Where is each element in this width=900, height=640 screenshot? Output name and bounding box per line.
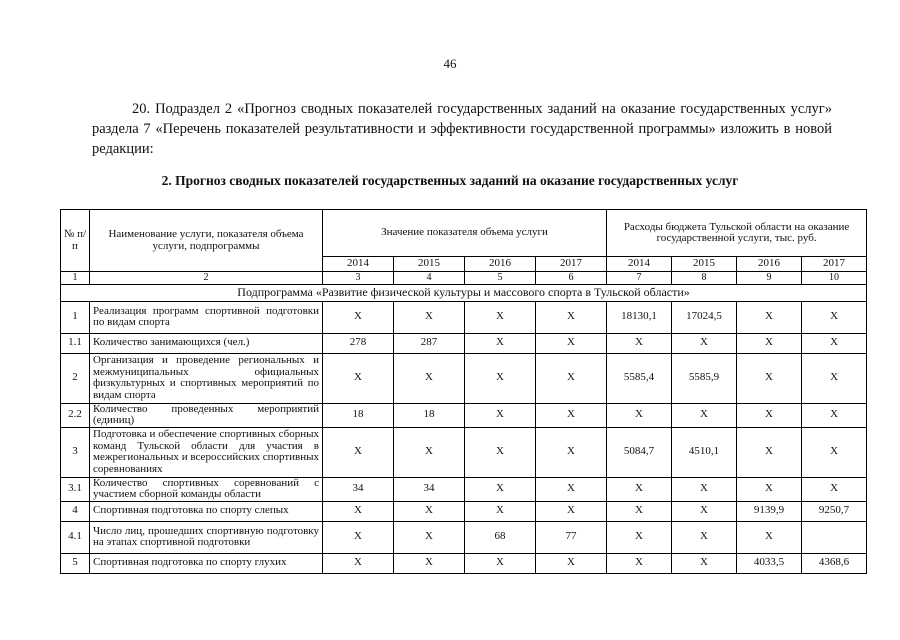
- row-number: 1.1: [61, 333, 90, 353]
- year-header: 2017: [536, 257, 607, 272]
- row-value: X: [394, 521, 465, 553]
- year-header: 2015: [672, 257, 737, 272]
- row-value: 34: [323, 477, 394, 501]
- row-number: 1: [61, 301, 90, 333]
- row-value: 4510,1: [672, 427, 737, 477]
- row-value: 18: [394, 403, 465, 427]
- row-value: X: [465, 353, 536, 403]
- row-value: X: [672, 553, 737, 573]
- row-value: X: [536, 403, 607, 427]
- year-header: 2016: [737, 257, 802, 272]
- table-row: [61, 427, 867, 477]
- row-number: 2: [61, 353, 90, 403]
- row-value: 5084,7: [607, 427, 672, 477]
- row-value: X: [536, 427, 607, 477]
- row-value: X: [802, 301, 867, 333]
- row-value: X: [672, 501, 737, 521]
- row-value: X: [802, 477, 867, 501]
- year-header: 2014: [323, 257, 394, 272]
- row-value: X: [536, 477, 607, 501]
- row-value: X: [607, 553, 672, 573]
- row-value: 17024,5: [672, 301, 737, 333]
- row-value: X: [394, 501, 465, 521]
- row-value: X: [536, 553, 607, 573]
- table-row: [61, 353, 867, 403]
- row-value: 278: [323, 333, 394, 353]
- row-number: 3: [61, 427, 90, 477]
- column-number: 4: [394, 272, 465, 285]
- row-value: X: [465, 477, 536, 501]
- row-value: X: [672, 477, 737, 501]
- row-value: X: [536, 301, 607, 333]
- table-row: [61, 477, 867, 501]
- column-number: 6: [536, 272, 607, 285]
- row-value: X: [465, 427, 536, 477]
- row-value: X: [607, 477, 672, 501]
- table-row: [61, 553, 867, 573]
- table-row: [61, 333, 867, 353]
- table-row: [61, 301, 867, 333]
- row-value: X: [394, 427, 465, 477]
- column-number: 5: [465, 272, 536, 285]
- row-value: X: [536, 333, 607, 353]
- row-value: X: [802, 333, 867, 353]
- row-value: X: [607, 403, 672, 427]
- row-value: 287: [394, 333, 465, 353]
- row-name: Подготовка и обеспечение спортивных сборных команд Тульской области для участия в межрегиональных и всероссийских спортивных соревнованиях: [90, 427, 323, 477]
- header-name: Наименование услуги, показателя объема услуги, подпрограммы: [90, 210, 323, 272]
- row-value: X: [394, 353, 465, 403]
- row-number: 4: [61, 501, 90, 521]
- row-value: 9139,9: [737, 501, 802, 521]
- row-value: 18130,1: [607, 301, 672, 333]
- row-value: X: [737, 353, 802, 403]
- row-value: X: [323, 521, 394, 553]
- column-numbers-row: [61, 272, 867, 285]
- row-value: X: [465, 301, 536, 333]
- row-value: [802, 521, 867, 553]
- row-value: X: [536, 501, 607, 521]
- row-value: X: [737, 333, 802, 353]
- row-name: Количество спортивных соревнований с участием сборной команды области: [90, 477, 323, 501]
- section-title: 2. Прогноз сводных показателей государственных заданий на оказание государственных услуг: [161, 173, 739, 188]
- row-value: X: [672, 333, 737, 353]
- row-value: X: [323, 501, 394, 521]
- row-value: X: [802, 403, 867, 427]
- row-value: 18: [323, 403, 394, 427]
- year-header: 2017: [802, 257, 867, 272]
- row-value: X: [737, 427, 802, 477]
- row-value: 4033,5: [737, 553, 802, 573]
- row-number: 2.2: [61, 403, 90, 427]
- intro-paragraph: 20. Подраздел 2 «Прогноз сводных показателей государственных заданий на оказание государственных услуг» раздела 7 «Перечень показателей результативности и эффективности государственной программы» изложить в новой редакции:: [92, 101, 832, 157]
- row-value: X: [394, 553, 465, 573]
- row-value: X: [802, 353, 867, 403]
- subprogram-row: [61, 284, 867, 301]
- row-value: X: [737, 403, 802, 427]
- row-value: X: [802, 427, 867, 477]
- page-number: 46: [443, 56, 457, 71]
- header-volume: Значение показателя объема услуги: [323, 210, 607, 257]
- table-row: [61, 501, 867, 521]
- header-num: № п/п: [61, 210, 90, 272]
- row-value: X: [607, 501, 672, 521]
- row-value: X: [394, 301, 465, 333]
- row-value: X: [323, 301, 394, 333]
- row-value: X: [465, 553, 536, 573]
- indicators-table: [60, 209, 867, 574]
- row-value: X: [607, 333, 672, 353]
- column-number: 2: [90, 272, 323, 285]
- row-value: X: [737, 301, 802, 333]
- header-expenses: Расходы бюджета Тульской области на оказание государственной услуги, тыс. руб.: [607, 210, 867, 257]
- row-name: Количество занимающихся (чел.): [90, 333, 323, 353]
- row-value: 4368,6: [802, 553, 867, 573]
- column-number: 8: [672, 272, 737, 285]
- row-number: 4.1: [61, 521, 90, 553]
- column-number: 7: [607, 272, 672, 285]
- row-value: 68: [465, 521, 536, 553]
- row-value: X: [323, 427, 394, 477]
- column-number: 1: [61, 272, 90, 285]
- row-value: X: [323, 353, 394, 403]
- row-value: 34: [394, 477, 465, 501]
- year-header: 2016: [465, 257, 536, 272]
- row-value: X: [465, 403, 536, 427]
- row-name: Спортивная подготовка по спорту слепых: [90, 501, 323, 521]
- column-number: 3: [323, 272, 394, 285]
- row-value: X: [737, 477, 802, 501]
- row-value: 9250,7: [802, 501, 867, 521]
- row-value: X: [607, 521, 672, 553]
- row-name: Количество проведенных мероприятий (единиц): [90, 403, 323, 427]
- column-number: 9: [737, 272, 802, 285]
- row-value: 5585,9: [672, 353, 737, 403]
- column-number: 10: [802, 272, 867, 285]
- row-value: X: [323, 553, 394, 573]
- row-value: X: [672, 403, 737, 427]
- row-value: X: [536, 353, 607, 403]
- row-number: 5: [61, 553, 90, 573]
- row-value: X: [465, 501, 536, 521]
- row-name: Реализация программ спортивной подготовки по видам спорта: [90, 301, 323, 333]
- row-value: X: [737, 521, 802, 553]
- row-number: 3.1: [61, 477, 90, 501]
- subprogram-title: Подпрограмма «Развитие физической культуры и массового спорта в Тульской области»: [61, 284, 867, 301]
- table-header-row: [61, 210, 867, 257]
- row-value: X: [672, 521, 737, 553]
- row-value: 5585,4: [607, 353, 672, 403]
- table-row: [61, 521, 867, 553]
- row-name: Спортивная подготовка по спорту глухих: [90, 553, 323, 573]
- table-row: [61, 403, 867, 427]
- year-header: 2015: [394, 257, 465, 272]
- row-name: Организация и проведение региональных и межмуниципальных официальных физкультурных и спортивных мероприятий по видам спорта: [90, 353, 323, 403]
- row-value: 77: [536, 521, 607, 553]
- row-value: X: [465, 333, 536, 353]
- year-header: 2014: [607, 257, 672, 272]
- row-name: Число лиц, прошедших спортивную подготовку на этапах спортивной подготовки: [90, 521, 323, 553]
